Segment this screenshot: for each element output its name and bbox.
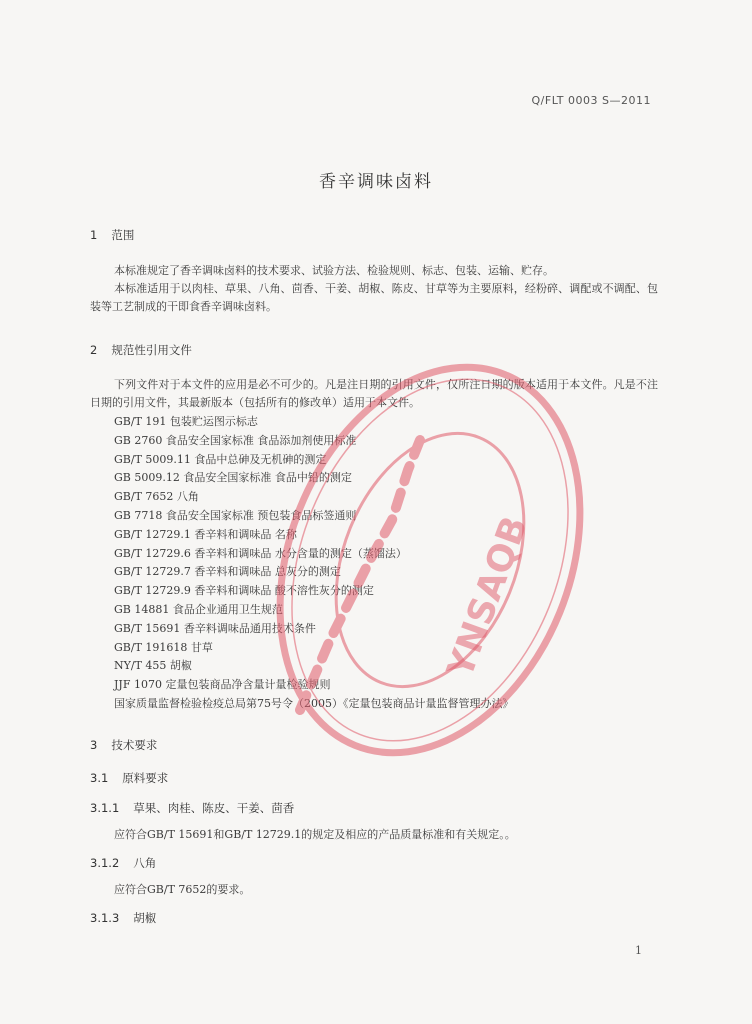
- section-2-paragraph: 下列文件对于本文件的应用是必不可少的。凡是注日期的引用文件，仅所注日期的版本适用于本文件。凡是不注日期的引用文件，其最新版本（包括所有的修改单）适用于本文件。: [90, 378, 658, 409]
- section-title: 规范性引用文件: [111, 343, 192, 357]
- section-title: 胡椒: [133, 911, 157, 925]
- reference-item: NY/T 455 胡椒: [114, 659, 192, 673]
- section-3-1-3-heading: [90, 910, 156, 926]
- seal-text: YNSAQB: [439, 511, 536, 684]
- section-number: 3: [90, 738, 98, 752]
- reference-item: GB/T 191 包装贮运图示标志: [114, 415, 258, 428]
- reference-item: GB/T 12729.7 香辛料和调味品 总灰分的测定: [114, 565, 341, 579]
- section-3-1-heading: [90, 770, 168, 786]
- standard-code: Q/FLT 0003 S—2011: [531, 94, 651, 107]
- section-title: 原料要求: [122, 771, 169, 785]
- section-number: 2: [90, 343, 98, 357]
- section-3-heading: [90, 737, 157, 753]
- section-number: 3.1.2: [90, 856, 120, 870]
- reference-item: 国家质量监督检验检疫总局第75号令（2005）《定量包装商品计量监督管理办法》: [114, 696, 514, 710]
- reference-item: GB 2760 食品安全国家标准 食品添加剂使用标准: [114, 433, 357, 447]
- reference-item: GB 5009.12 食品安全国家标准 食品中铅的测定: [114, 471, 352, 485]
- reference-item: GB/T 15691 香辛料调味品通用技术条件: [114, 621, 316, 635]
- section-title: 范围: [111, 228, 135, 242]
- section-3-1-2-paragraph: 应符合GB/T 7652的要求。: [114, 883, 251, 896]
- section-number: 1: [90, 228, 98, 242]
- section-title: 八角: [133, 856, 157, 870]
- document-title: 香辛调味卤料: [319, 172, 433, 192]
- section-1-paragraph-1: 本标准规定了香辛调味卤料的技术要求、试验方法、检验规则、标志、包装、运输、贮存。: [114, 264, 554, 277]
- section-3-1-1-paragraph: 应符合GB/T 15691和GB/T 12729.1的规定及相应的产品质量标准和有关规定。。: [114, 828, 516, 841]
- page-number: 1: [635, 944, 642, 957]
- section-number: 3.1.3: [90, 911, 120, 925]
- reference-item: GB/T 191618 甘草: [114, 640, 213, 654]
- section-2-heading: [90, 342, 192, 358]
- section-3-1-2-heading: [90, 855, 156, 871]
- section-number: 3.1: [90, 771, 109, 785]
- section-number: 3.1.1: [90, 801, 120, 815]
- reference-item: GB/T 12729.1 香辛料和调味品 名称: [114, 527, 297, 541]
- reference-item: GB 7718 食品安全国家标准 预包装食品标签通则: [114, 508, 357, 522]
- reference-item: JJF 1070 定量包装商品净含量计量检验规则: [114, 678, 331, 692]
- reference-item: GB 14881 食品企业通用卫生规范: [114, 602, 283, 616]
- reference-item: GB/T 12729.6 香辛料和调味品 水分含量的测定（蒸馏法）: [114, 546, 407, 560]
- section-title: 技术要求: [111, 738, 158, 752]
- reference-item: GB/T 12729.9 香辛料和调味品 酸不溶性灰分的测定: [114, 584, 374, 598]
- section-1-paragraph-2: 本标准适用于以肉桂、草果、八角、茴香、干姜、胡椒、陈皮、甘草等为主要原料，经粉碎、调配或不调配、包装等工艺制成的干即食香辛调味卤料。: [90, 282, 658, 313]
- reference-list: [114, 413, 514, 714]
- section-3-1-1-heading: [90, 800, 294, 816]
- reference-item: GB/T 7652 八角: [114, 490, 199, 504]
- section-1-heading: [90, 227, 134, 243]
- reference-item: GB/T 5009.11 食品中总砷及无机砷的测定: [114, 452, 327, 466]
- section-title: 草果、肉桂、陈皮、干姜、茴香: [133, 801, 295, 815]
